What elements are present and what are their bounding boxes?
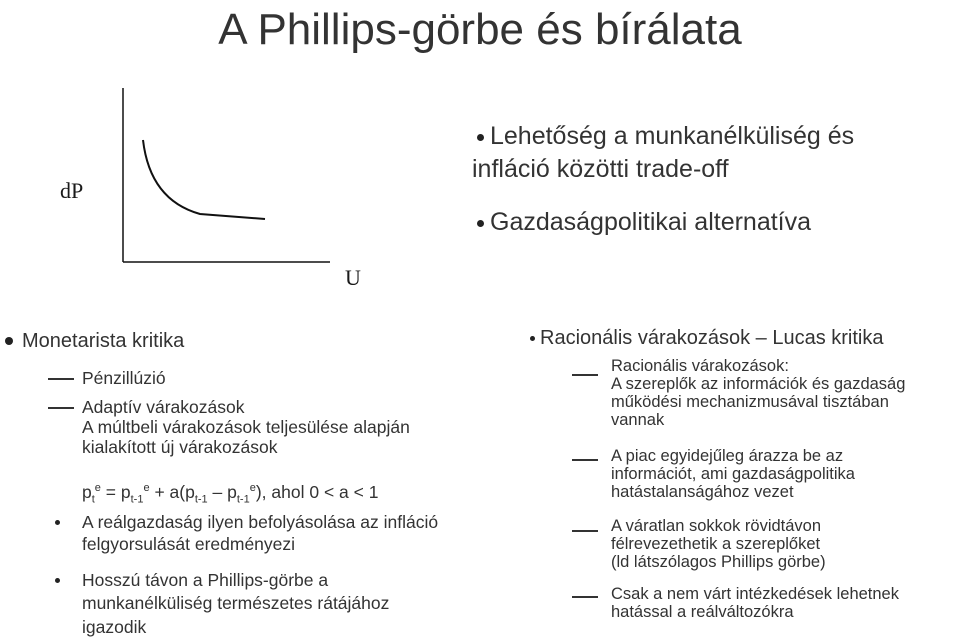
bullet-dot: [477, 134, 484, 141]
unexpected-line2: hatással a reálváltozókra: [611, 603, 794, 621]
real-economy-line2: felgyorsulását eredményezi: [82, 534, 296, 554]
adaptive-expectations: Adaptív várakozások: [82, 397, 245, 417]
rational-line1: Racionális várakozások:: [611, 357, 789, 375]
bullet-dot: [55, 520, 60, 525]
real-economy-line1: A reálgazdaság ilyen befolyásolása az infláció: [82, 512, 439, 532]
long-run-line1: Hosszú távon a Phillips-görbe a: [82, 570, 329, 590]
phillips-curve: [143, 140, 265, 219]
dash-marker: [572, 459, 598, 461]
long-run-line3: igazodik: [82, 617, 147, 637]
bullet-dot: [5, 337, 13, 345]
adaptive-expl-line1: A múltbeli várakozások teljesülése alapján: [82, 417, 410, 437]
long-run-line2: munkanélküliség természetes rátájához: [82, 593, 390, 613]
shock-line3: (ld látszólagos Phillips görbe): [611, 553, 826, 571]
adaptive-expl-line2: kialakított új várakozások: [82, 437, 278, 457]
dash-marker: [48, 407, 74, 409]
market-line2: információt, ami gazdaságpolitika: [611, 465, 855, 483]
rational-line2: A szereplők az információk és gazdaság: [611, 375, 906, 393]
adaptive-formula: $p_t^e = p_{t-1}^e + a(p_{t-1}$ ‒ $p_{t-1}^e$), ahol 0 < a < 1: [82, 481, 379, 506]
dash-marker: [572, 596, 598, 598]
y-axis-label: dP: [60, 178, 84, 203]
market-line1: A piac egyidejűleg árazza be az: [611, 447, 844, 465]
bullet-dot: [55, 578, 60, 583]
rational-heading: Racionális várakozások ‒ Lucas kritika: [540, 327, 884, 349]
policy-alternative: Gazdaságpolitikai alternatíva: [490, 208, 812, 236]
bullet-dot: [530, 336, 535, 341]
rational-line3: működési mechanizmusával tisztában: [611, 393, 889, 411]
bullet-dot: [477, 220, 484, 227]
rational-line4: vannak: [611, 411, 665, 429]
dash-marker: [572, 374, 598, 376]
shock-line2: félrevezethetik a szereplőket: [611, 535, 821, 553]
tradeoff-line2: infláció közötti trade-off: [472, 155, 729, 183]
x-axis-label: U: [345, 265, 361, 290]
dash-marker: [48, 378, 74, 380]
monetarist-heading: Monetarista kritika: [22, 330, 185, 352]
tradeoff-line1: Lehetőség a munkanélküliség és: [490, 122, 855, 150]
unexpected-line1: Csak a nem várt intézkedések lehetnek: [611, 585, 899, 603]
page-title: A Phillips-görbe és bírálata: [218, 5, 742, 54]
dash-marker: [572, 530, 598, 532]
money-illusion: Pénzillúzió: [82, 368, 166, 388]
market-line3: hatástalanságához vezet: [611, 483, 794, 501]
shock-line1: A váratlan sokkok rövidtávon: [611, 517, 822, 535]
